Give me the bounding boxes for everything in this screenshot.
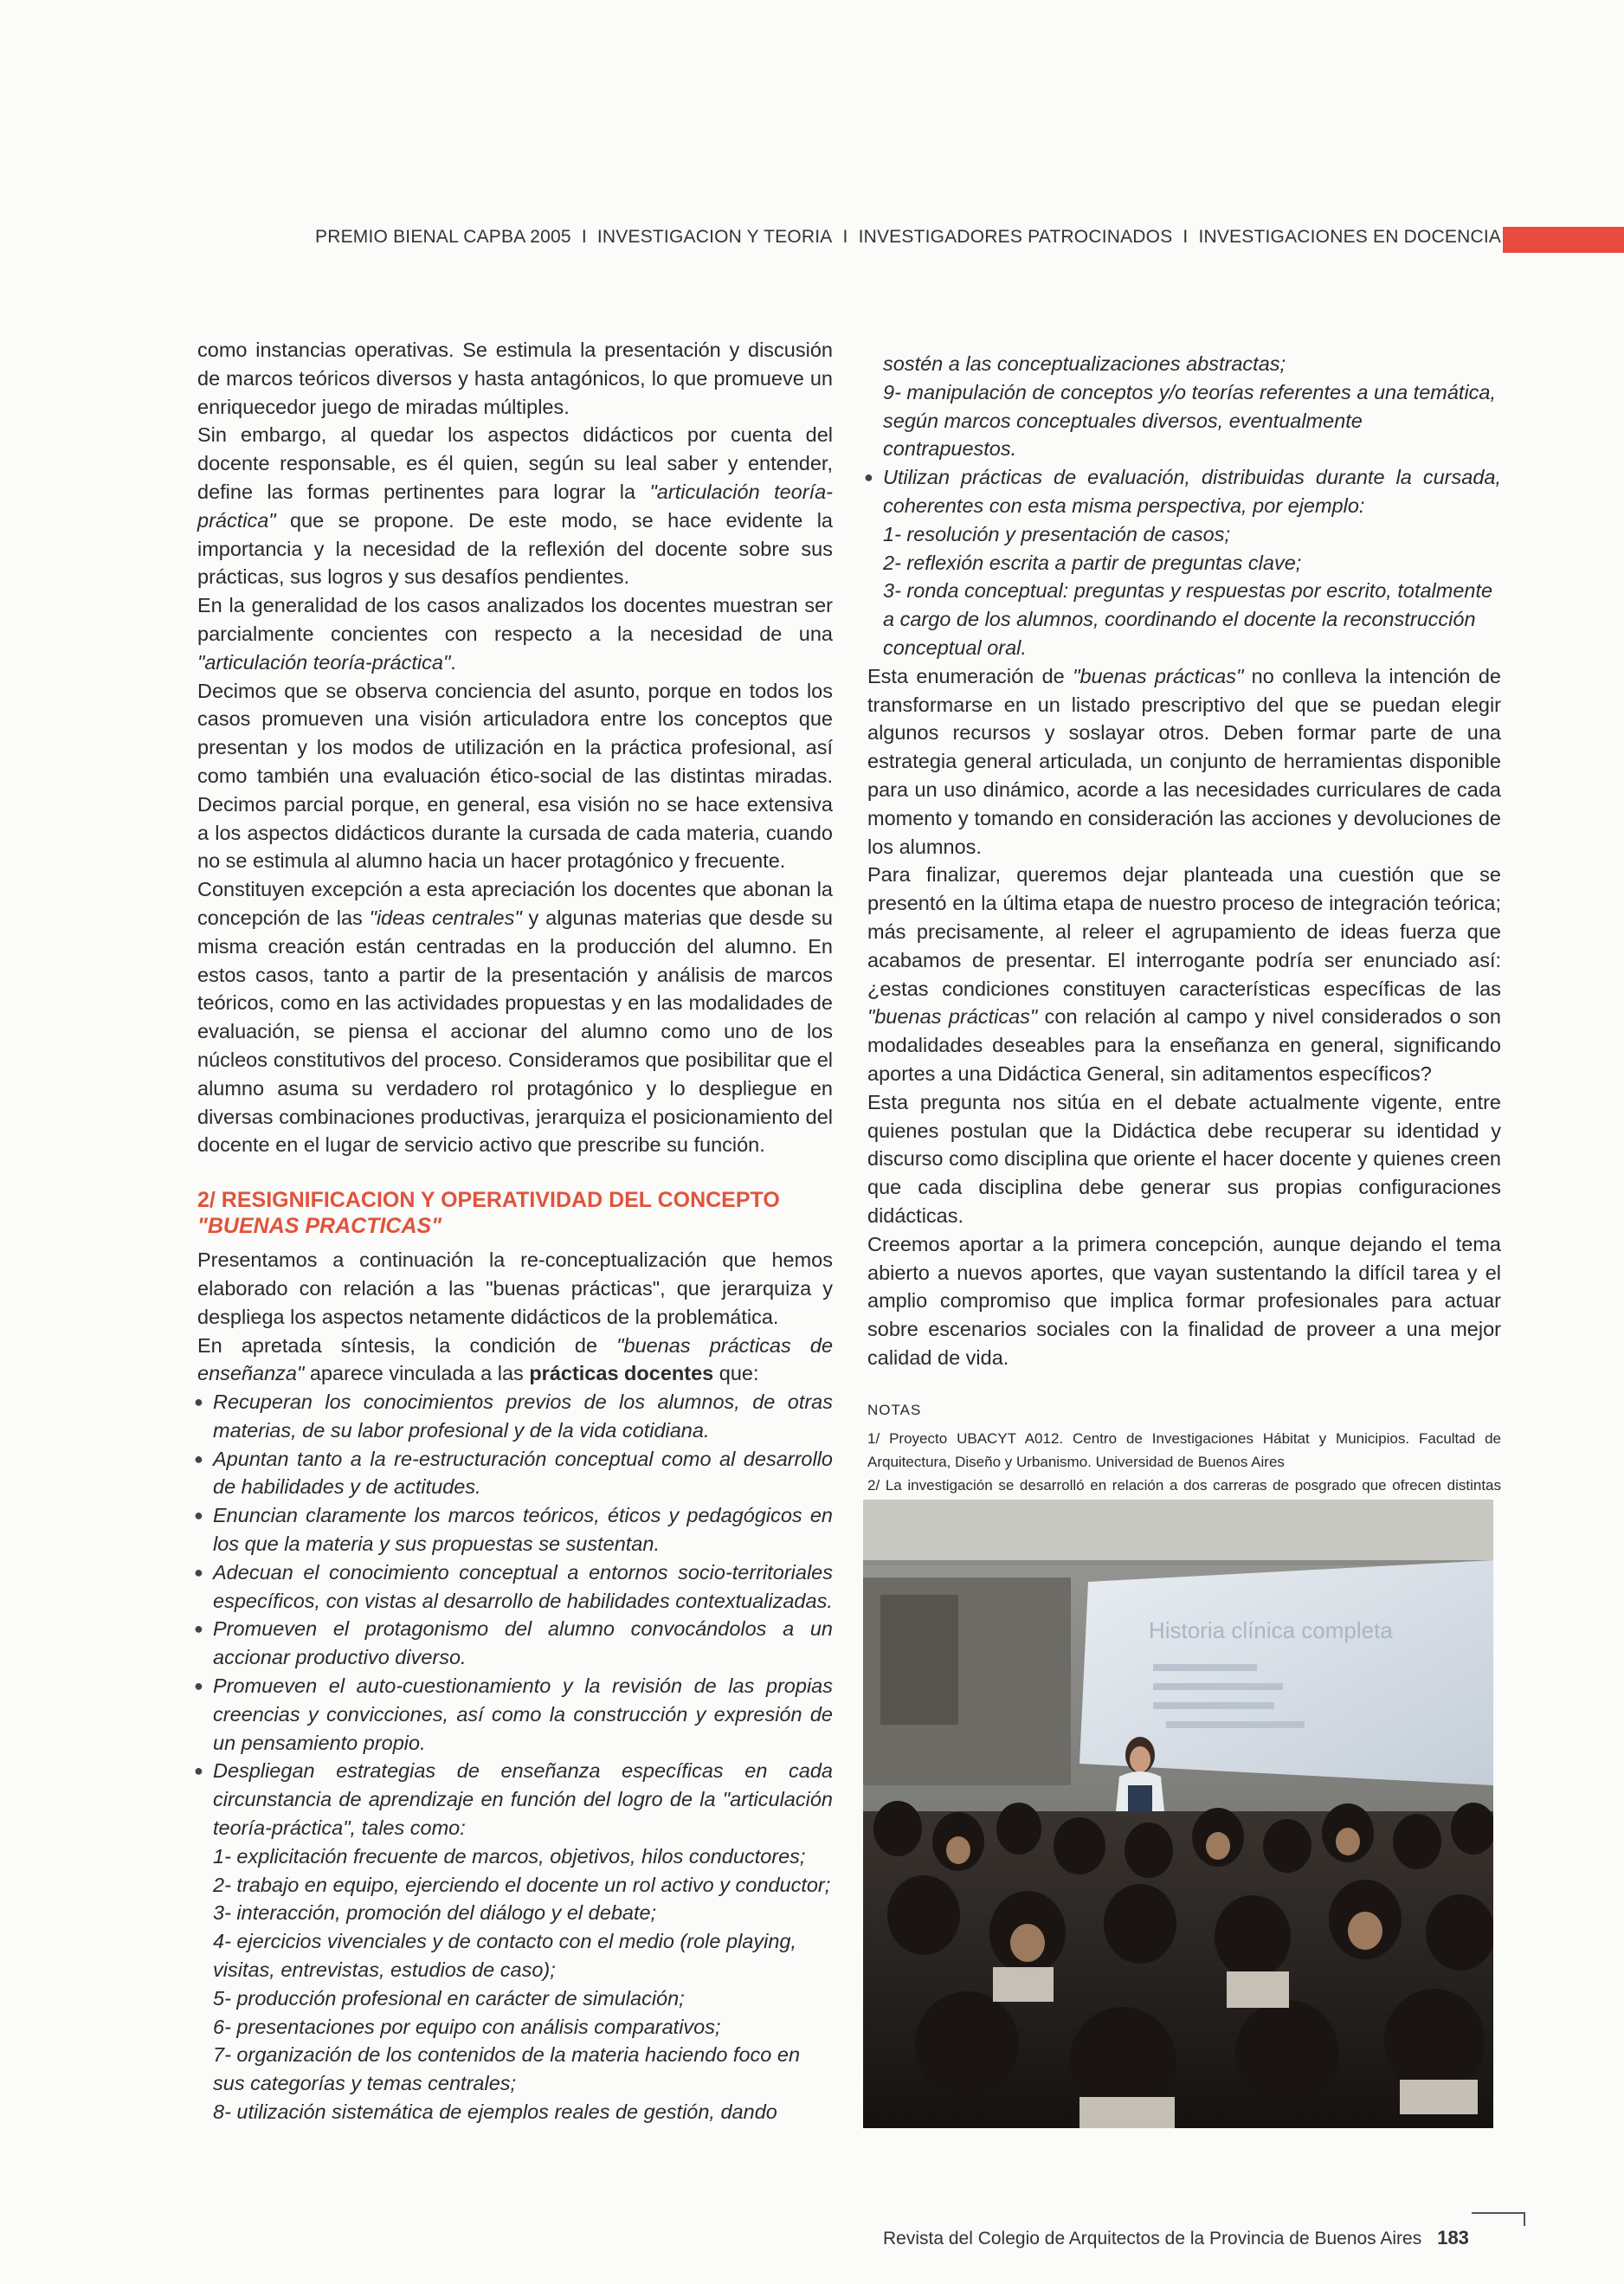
left-column (197, 336, 833, 2126)
list-item: 7- organización de los contenidos de la materia haciendo foco en sus categorías y temas centrales; (213, 2043, 801, 2095)
header-item-investigacion: INVESTIGACION Y TEORIA (596, 227, 833, 247)
list-item: ● Apuntan tanto a la re-estructuración conceptual como al desarrollo de habilidades y de actitudes. (197, 1445, 833, 1502)
list-item: 9- manipulación de conceptos y/o teorías referentes a una temática, según marcos conceptuales diversos, eventualmente contrapuestos. (883, 380, 1497, 461)
list-item: ● Despliegan estrategias de enseñanza específicas en cada circunstancia de aprendizaje en función del logro de la "articulación teoría-práctica", tales como: (197, 1757, 833, 1842)
paragraph: Presentamos a continuación la re-conceptualización que hemos elaborado con relación a las "buenas prácticas", que jerarquiza y despliega los aspectos netamente didácticos de la problemática. (197, 1248, 833, 1328)
paragraph: como instancias operativas. Se estimula la presentación y discusión de marcos teóricos diversos y hasta antagónicos, lo que promueve un enriquecedor juego de miradas múltiples. (197, 339, 833, 418)
notes-title: NOTAS (867, 1401, 922, 1418)
page-footer (883, 2227, 1489, 2249)
evaluation-numbered-list (867, 520, 1501, 662)
classroom-photo (863, 1500, 1493, 2128)
paragraph: En apretada síntesis, la condición de "buenas prácticas de enseñanza" aparece vinculada a las prácticas docentes que: (197, 1333, 834, 1385)
note: 2/ La investigación se desarrolló en relación a dos carreras de posgrado que ofrecen distintas (867, 1476, 1501, 1494)
paragraph: Sin embargo, al quedar los aspectos didácticos por cuenta del docente responsable, es él quien, según su leal saber y entender, define las formas pertinentes para lograr la "articulación teoría-práctica" que se propone. De este modo, se hace evidente la importancia y la necesidad de la reflexión del docente sobre sus prácticas, sus logros y sus desafíos pendientes. (197, 423, 833, 589)
strategies-numbered-list (197, 1842, 833, 2126)
evaluation-bullet-list (867, 463, 1501, 520)
paragraph: Esta enumeración de "buenas prácticas" no conlleva la intención de transformarse en un listado prescriptivo del que se puedan elegir algunos recursos y soslayar otros. Deben formar parte de una estrategia general articulada, un conjunto de herramientas disponible para un uso dinámico, acorde a las necesidades curriculares de cada momento y tomando en consideración las acciones y devoluciones de los alumnos. (867, 664, 1501, 858)
list-item: 3- interacción, promoción del diálogo y el debate; (213, 1901, 657, 1925)
practices-bullet-list (197, 1388, 833, 1842)
list-item: ● Enuncian claramente los marcos teóricos, éticos y pedagógicos en los que la materia y sus propuestas se sustentan. (197, 1501, 833, 1558)
list-item: sostén a las conceptualizaciones abstractas; (883, 352, 1286, 375)
header-separator: I (1183, 227, 1189, 247)
header-item-investigadores: INVESTIGADORES PATROCINADOS (858, 227, 1173, 247)
header-separator: I (581, 227, 587, 247)
section-heading: 2/ RESIGNIFICACION Y OPERATIVIDAD DEL CONCEPTO "BUENAS PRACTICAS" (197, 1188, 780, 1239)
list-item: 2- trabajo en equipo, ejerciendo el docente un rol activo y conductor; (213, 1873, 831, 1896)
paragraph: Creemos aportar a la primera concepción, aunque dejando el tema abierto a nuevos aportes, que vayan sustentando la difícil tarea y el amplio compromiso que implica formar profesionales para actuar sobre escenarios sociales con la finalidad de proveer a una mejor calidad de vida. (867, 1232, 1501, 1369)
list-item: ● Adecuan el conocimiento conceptual a entornos socio-territoriales específicos, con vistas al desarrollo de habilidades contextualizadas. (197, 1558, 833, 1616)
list-item: 5- producción profesional en carácter de simulación; (213, 1986, 685, 2010)
paragraph: Decimos que se observa conciencia del asunto, porque en todos los casos promueven una visión articuladora entre los conceptos que presentan y los modos de utilización en la práctica profesional, así como también una evaluación ético-social de las distintas miradas. Decimos parcial porque, en general, esa visión no se hace extensiva a los aspectos didácticos durante la cursada de cada materia, cuando no se estimula al alumno hacia un hacer protagónico y frecuente. (197, 679, 833, 873)
list-item: 1- resolución y presentación de casos; (883, 522, 1231, 545)
list-item: ● Promueven el auto-cuestionamiento y la revisión de las propias creencias y convicciones, así como la construcción y expresión de un pensamiento propio. (197, 1672, 833, 1757)
list-item: ● Promueven el protagonismo del alumno convocándolos a un accionar productivo diverso. (197, 1615, 833, 1672)
running-header (315, 227, 1502, 248)
list-item: 4- ejercicios vivenciales y de contacto con el medio (role playing, visitas, entrevistas, estudios de caso); (213, 1930, 796, 1982)
list-item: ● Utilizan prácticas de evaluación, distribuidas durante la cursada, coherentes con esta misma perspectiva, por ejemplo: (867, 463, 1501, 520)
note: 1/ Proyecto UBACYT A012. Centro de Investigaciones Hábitat y Municipios. Facultad de Arquitectura, Diseño y Urbanismo. Universidad de Buenos Aires (867, 1429, 1501, 1470)
strategies-numbered-list-cont (867, 350, 1501, 463)
paragraph: Esta pregunta nos sitúa en el debate actualmente vigente, entre quienes postulan que la Didáctica debe recuperar su identidad y discurso como disciplina que oriente el hacer docente y quienes creen que cada disciplina debe generar sus propias configuraciones didácticas. (867, 1090, 1501, 1227)
header-item-docencia: INVESTIGACIONES EN DOCENCIA (1198, 227, 1502, 247)
paragraph: Para finalizar, queremos dejar planteada una cuestión que se presentó en la última etapa de nuestro proceso de integración teórica; más precisamente, al releer el agrupamiento de ideas fuerza que acabamos de presentar. El interrogante podría ser enunciado así: ¿estas condiciones constituyen características específicas de las "buenas prácticas" con relación al campo y nivel considerados o son modalidades deseables para la enseñanza en general, significando aportes a una Didáctica General, sin aditamentos específicos? (867, 863, 1501, 1085)
list-item: 2- reflexión escrita a partir de preguntas clave; (883, 551, 1302, 574)
header-item-premio: PREMIO BIENAL CAPBA 2005 (315, 227, 571, 247)
list-item: 3- ronda conceptual: preguntas y respuestas por escrito, totalmente a cargo de los alumnos, coordinando el docente la reconstrucción conceptual oral. (883, 579, 1493, 659)
list-item: 8- utilización sistemática de ejemplos reales de gestión, dando (213, 2100, 777, 2124)
paragraph: En la generalidad de los casos analizados los docentes muestran ser parcialmente concientes con respecto a la necesidad de una "articulación teoría-práctica". (197, 594, 833, 674)
paragraph: Constituyen excepción a esta apreciación los docentes que abonan la concepción de las "ideas centrales" y algunas materias que desde su misma creación están centradas en la producción del alumno. En estos casos, tanto a partir de la presentación y análisis de marcos teóricos, como en las actividades propuestas y en las modalidades de evaluación, se piensa el accionar del alumno como uno de los núcleos constitutivos del proceso. Consideramos que posibilitar que el alumno asuma su verdadero rol protagónico y lo despliegue en diversas combinaciones productivas, jerarquiza el posicionamiento del docente en el lugar de servicio activo que prescribe su función. (197, 878, 834, 1157)
journal-name: Revista del Colegio de Arquitectos de la Provincia de Buenos Aires (883, 2229, 1422, 2249)
footer-rule (1472, 2212, 1525, 2226)
right-column (867, 350, 1501, 1520)
header-separator: I (842, 227, 848, 247)
slide-title: Historia clínica completa (1149, 1617, 1393, 1643)
header-accent-bar (1503, 227, 1624, 253)
list-item: 1- explicitación frecuente de marcos, objetivos, hilos conductores; (213, 1844, 806, 1868)
list-item: ● Recuperan los conocimientos previos de los alumnos, de otras materias, de su labor profesional y de la vida cotidiana. (197, 1388, 833, 1445)
page-number: 183 (1437, 2227, 1469, 2249)
list-item: 6- presentaciones por equipo con análisis comparativos; (213, 2015, 721, 2038)
